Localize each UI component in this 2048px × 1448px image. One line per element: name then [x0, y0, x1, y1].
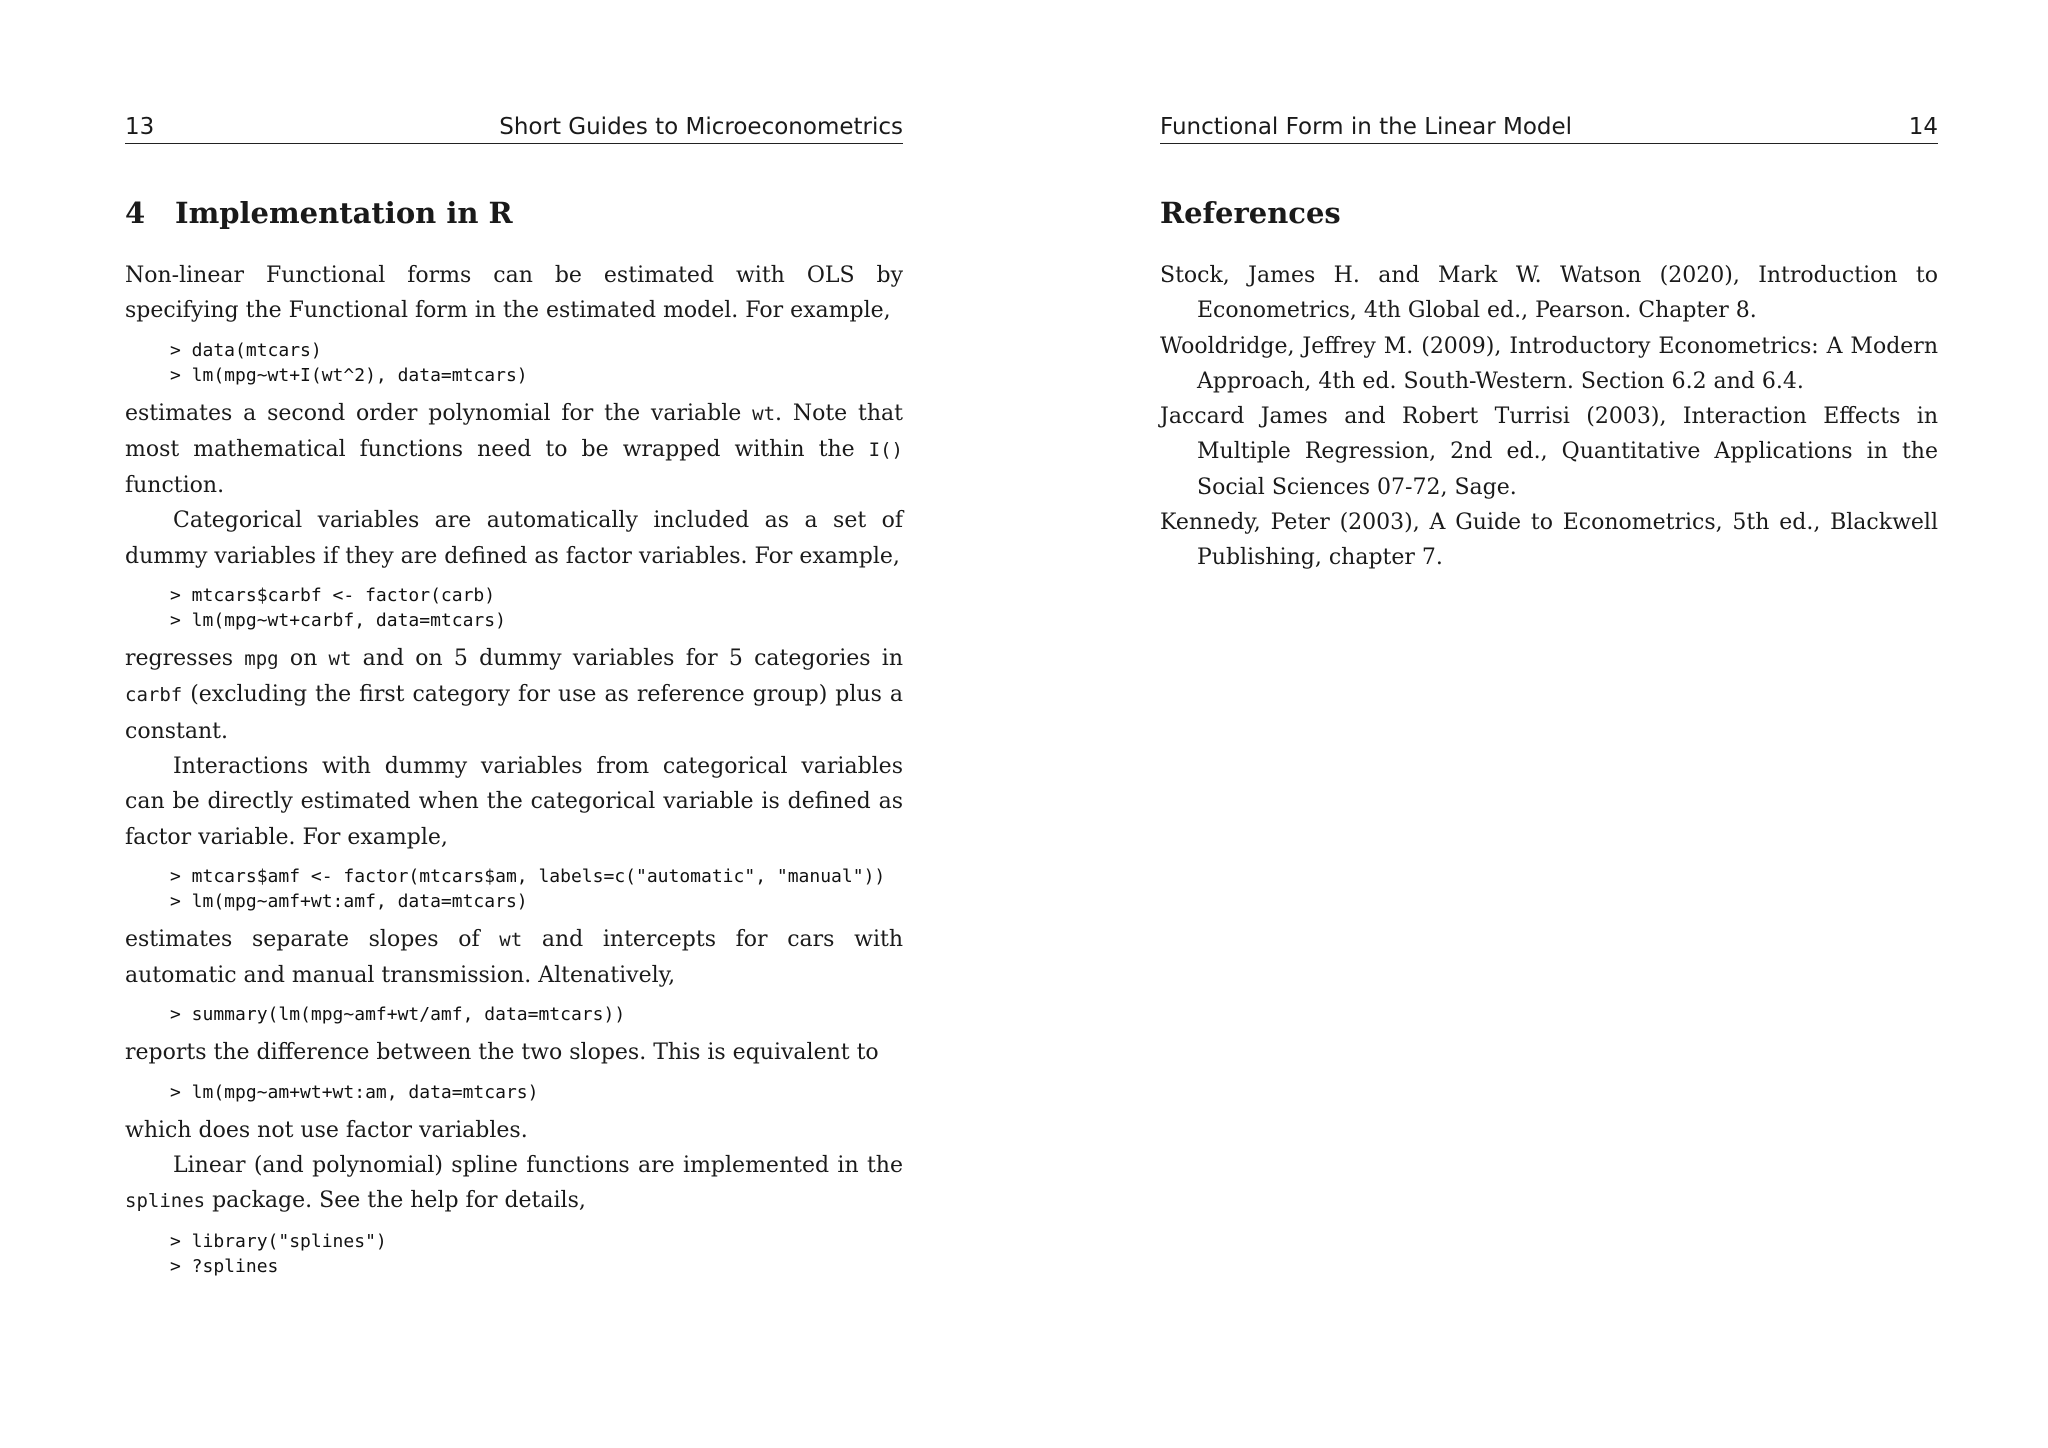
inline-code: I() — [868, 438, 903, 461]
reference-item: Wooldridge, Jeffrey M. (2009), Introductory Econometrics: A Modern Approach, 4th ed. South-Western. Section 6.2 and 6.4. — [1160, 333, 1938, 394]
references-heading: References — [1160, 196, 1341, 230]
code-block: > data(mtcars) > lm(mpg~wt+I(wt^2), data=mtcars) — [170, 339, 528, 386]
code-block: > mtcars$amf <- factor(mtcars$am, labels=c("automatic", "manual")) > lm(mpg~amf+wt:amf, data=mtcars) — [170, 865, 886, 912]
code-block: > summary(lm(mpg~amf+wt/amf, data=mtcars)) — [170, 1004, 626, 1026]
section-number: 4 — [125, 196, 146, 230]
inline-code: wt — [752, 402, 776, 425]
inline-code: carbf — [125, 684, 183, 707]
reference-list — [1160, 258, 1938, 576]
paragraph: estimates a second order polynomial for the variable wt. Note that most mathematical functions need to be wrapped within the I() function. — [125, 400, 903, 499]
paragraph: Linear (and polynomial) spline functions are implemented in the splines package. See the help for details, — [125, 1153, 903, 1214]
paragraph: regresses mpg on wt and on 5 dummy variables for 5 categories in carbf (excluding the first category for use as reference group) plus a constant. — [125, 646, 904, 744]
page-number: 13 — [125, 114, 155, 140]
paragraph: Interactions with dummy variables from categorical variables can be directly estimated when the categorical variable is defined as factor variable. For example, — [125, 753, 903, 850]
reference-item: Stock, James H. and Mark W. Watson (2020), Introduction to Econometrics, 4th Global ed., Pearson. Chapter 8. — [1160, 263, 1938, 324]
running-title: Functional Form in the Linear Model — [1160, 114, 1573, 140]
running-header-right — [1160, 108, 1938, 144]
paragraph: estimates separate slopes of wt and intercepts for cars with automatic and manual transmission. Altenatively, — [125, 926, 903, 989]
paragraph: which does not use factor variables. — [125, 1117, 528, 1143]
inline-code: wt — [328, 648, 352, 671]
section-body — [125, 258, 903, 1287]
running-header-left — [125, 108, 903, 144]
paragraph: Non-linear Functional forms can be estimated with OLS by specifying the Functional form in the estimated model. For example, — [125, 263, 903, 324]
section-heading — [125, 196, 513, 230]
inline-code: wt — [499, 928, 523, 951]
reference-item: Jaccard James and Robert Turrisi (2003), Interaction Effects in Multiple Regression, 2nd ed., Quantitative Applications in the Social Sciences 07-72, Sage. — [1160, 404, 1938, 500]
paragraph: reports the difference between the two slopes. This is equivalent to — [125, 1040, 879, 1066]
paragraph: Categorical variables are automatically included as a set of dummy variables if they are defined as factor variables. For example, — [125, 508, 903, 569]
reference-item: Kennedy, Peter (2003), A Guide to Econometrics, 5th ed., Blackwell Publishing, chapter 7. — [1160, 510, 1938, 571]
code-block: > library("splines") > ?splines — [170, 1230, 387, 1277]
page-number: 14 — [1908, 114, 1938, 140]
code-block: > lm(mpg~am+wt+wt:am, data=mtcars) — [170, 1081, 539, 1103]
inline-code: mpg — [244, 648, 279, 671]
inline-code: splines — [125, 1190, 206, 1213]
code-block: > mtcars$carbf <- factor(carb) > lm(mpg~wt+carbf, data=mtcars) — [170, 585, 506, 632]
section-title: Implementation in R — [175, 196, 513, 230]
running-title: Short Guides to Microeconometrics — [499, 114, 903, 140]
